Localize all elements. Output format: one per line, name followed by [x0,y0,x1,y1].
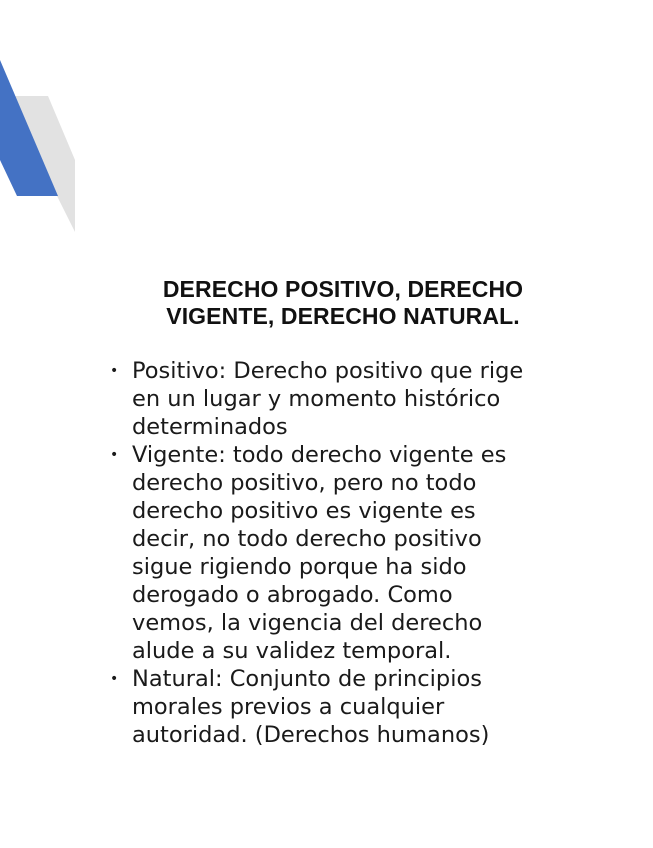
title-line-2: VIGENTE, DERECHO NATURAL. [166,303,520,329]
decorative-stripes [0,0,120,260]
text-line: vemos, la vigencia del derecho [132,610,483,636]
bullet-text-vigente [132,441,506,665]
bullet-text-positivo [132,357,523,441]
text-line: derecho positivo es vigente es [132,498,476,524]
bullet-marker: • [110,363,119,379]
bullet-list [108,357,588,749]
bullet-marker: • [110,671,119,687]
bullet-vigente [108,441,588,665]
text-line: derecho positivo, pero no todo [132,470,477,496]
text-line: morales previos a cualquier [132,694,445,720]
text-line: decir, no todo derecho positivo [132,526,482,552]
text-line: Natural: Conjunto de principios [132,666,482,692]
bullet-positivo [108,357,588,441]
title-line-1: DERECHO POSITIVO, DERECHO [162,276,524,302]
text-line: derogado o abrogado. Como [132,582,453,608]
text-line: Vigente: todo derecho vigente es [132,442,507,468]
text-line: autoridad. (Derechos humanos) [132,722,490,748]
bullet-marker: • [110,447,119,463]
text-line: sigue rigiendo porque ha sido [132,554,467,580]
text-line: Positivo: Derecho positivo que rige [132,358,524,384]
text-line: alude a su validez temporal. [132,638,452,664]
text-line: en un lugar y momento histórico [132,386,501,412]
slide-title [110,276,576,330]
bullet-natural [108,665,588,749]
bullet-text-natural [132,665,489,749]
text-line: determinados [132,414,288,440]
